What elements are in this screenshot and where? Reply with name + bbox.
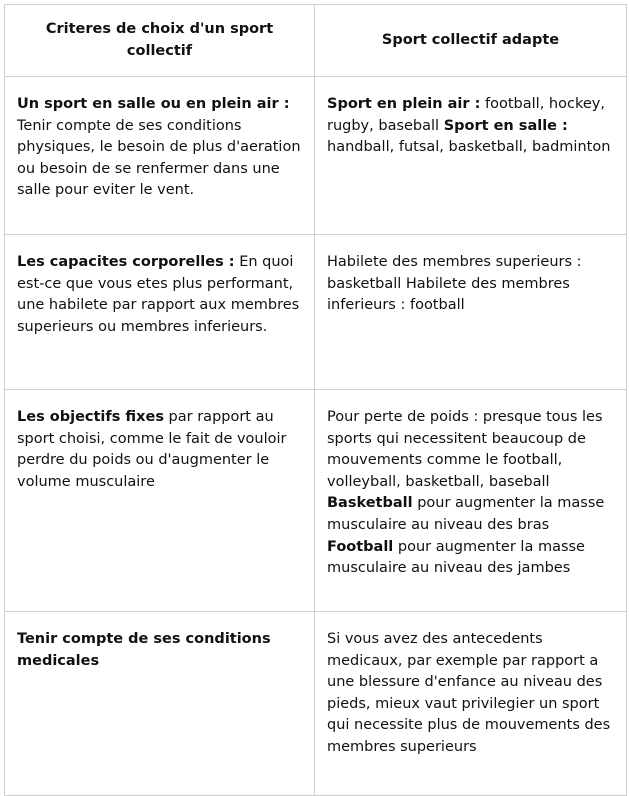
sport-cell — [315, 77, 627, 235]
criterion-cell — [5, 612, 315, 796]
table-row — [5, 235, 627, 390]
sport-cell — [315, 612, 627, 796]
header-row — [5, 5, 627, 77]
criterion-text: par rapport au sport choisi, comme le fait de vouloir perdre du poids ou d'augmenter le volume musculaire — [17, 409, 287, 490]
sport-label: Basketball — [327, 495, 413, 512]
sport-cell — [315, 390, 627, 612]
criterion-title: Les objectifs fixes — [17, 409, 164, 425]
sport-criteria-table — [4, 4, 627, 796]
sport-text: Habilete des membres superieurs : basketball Habilete des membres inferieurs : football — [327, 254, 582, 314]
criterion-title: Les capacites corporelles : — [17, 254, 235, 270]
header-criteria: Criteres de choix d'un sport collectif — [5, 5, 315, 77]
criterion-title: Un sport en salle ou en plein air : — [17, 96, 290, 112]
criterion-cell — [5, 235, 315, 390]
criterion-title: Tenir compte de ses conditions medicales — [17, 631, 271, 669]
table-row — [5, 390, 627, 612]
criterion-text: Tenir compte de ses conditions physiques, le besoin de plus d'aeration ou besoin de se renfermer dans une salle pour eviter le vent. — [17, 117, 301, 199]
sport-text: football, hockey, rugby, baseball — [327, 96, 605, 134]
criterion-cell — [5, 390, 315, 612]
criterion-cell — [5, 77, 315, 235]
sport-label: Football — [327, 538, 394, 555]
criterion-text: En quoi est-ce que vous etes plus performant, une habilete par rapport aux membres superieurs ou membres inferieurs. — [17, 254, 300, 335]
header-sport: Sport collectif adapte — [315, 5, 627, 77]
sport-label: Sport en plein air : — [327, 96, 481, 112]
sport-text: handball, futsal, basketball, badminton — [327, 139, 611, 156]
sport-text: pour augmenter la masse musculaire au niveau des bras — [327, 495, 605, 533]
sport-cell — [315, 235, 627, 390]
sport-text: pour augmenter la masse musculaire au niveau des jambes — [327, 538, 585, 577]
table-row — [5, 612, 627, 796]
sport-text: Pour perte de poids : presque tous les sports qui necessitent beaucoup de mouvements comme le football, volleyball, basketball, baseball — [327, 409, 603, 490]
sport-label: Sport en salle : — [443, 117, 568, 134]
sport-text: Si vous avez des antecedents medicaux, par exemple par rapport a une blessure d'enfance au niveau des pieds, mieux vaut privilegier un sport qui necessite plus de mouvements des membres superieurs — [327, 631, 611, 755]
table-row — [5, 77, 627, 235]
